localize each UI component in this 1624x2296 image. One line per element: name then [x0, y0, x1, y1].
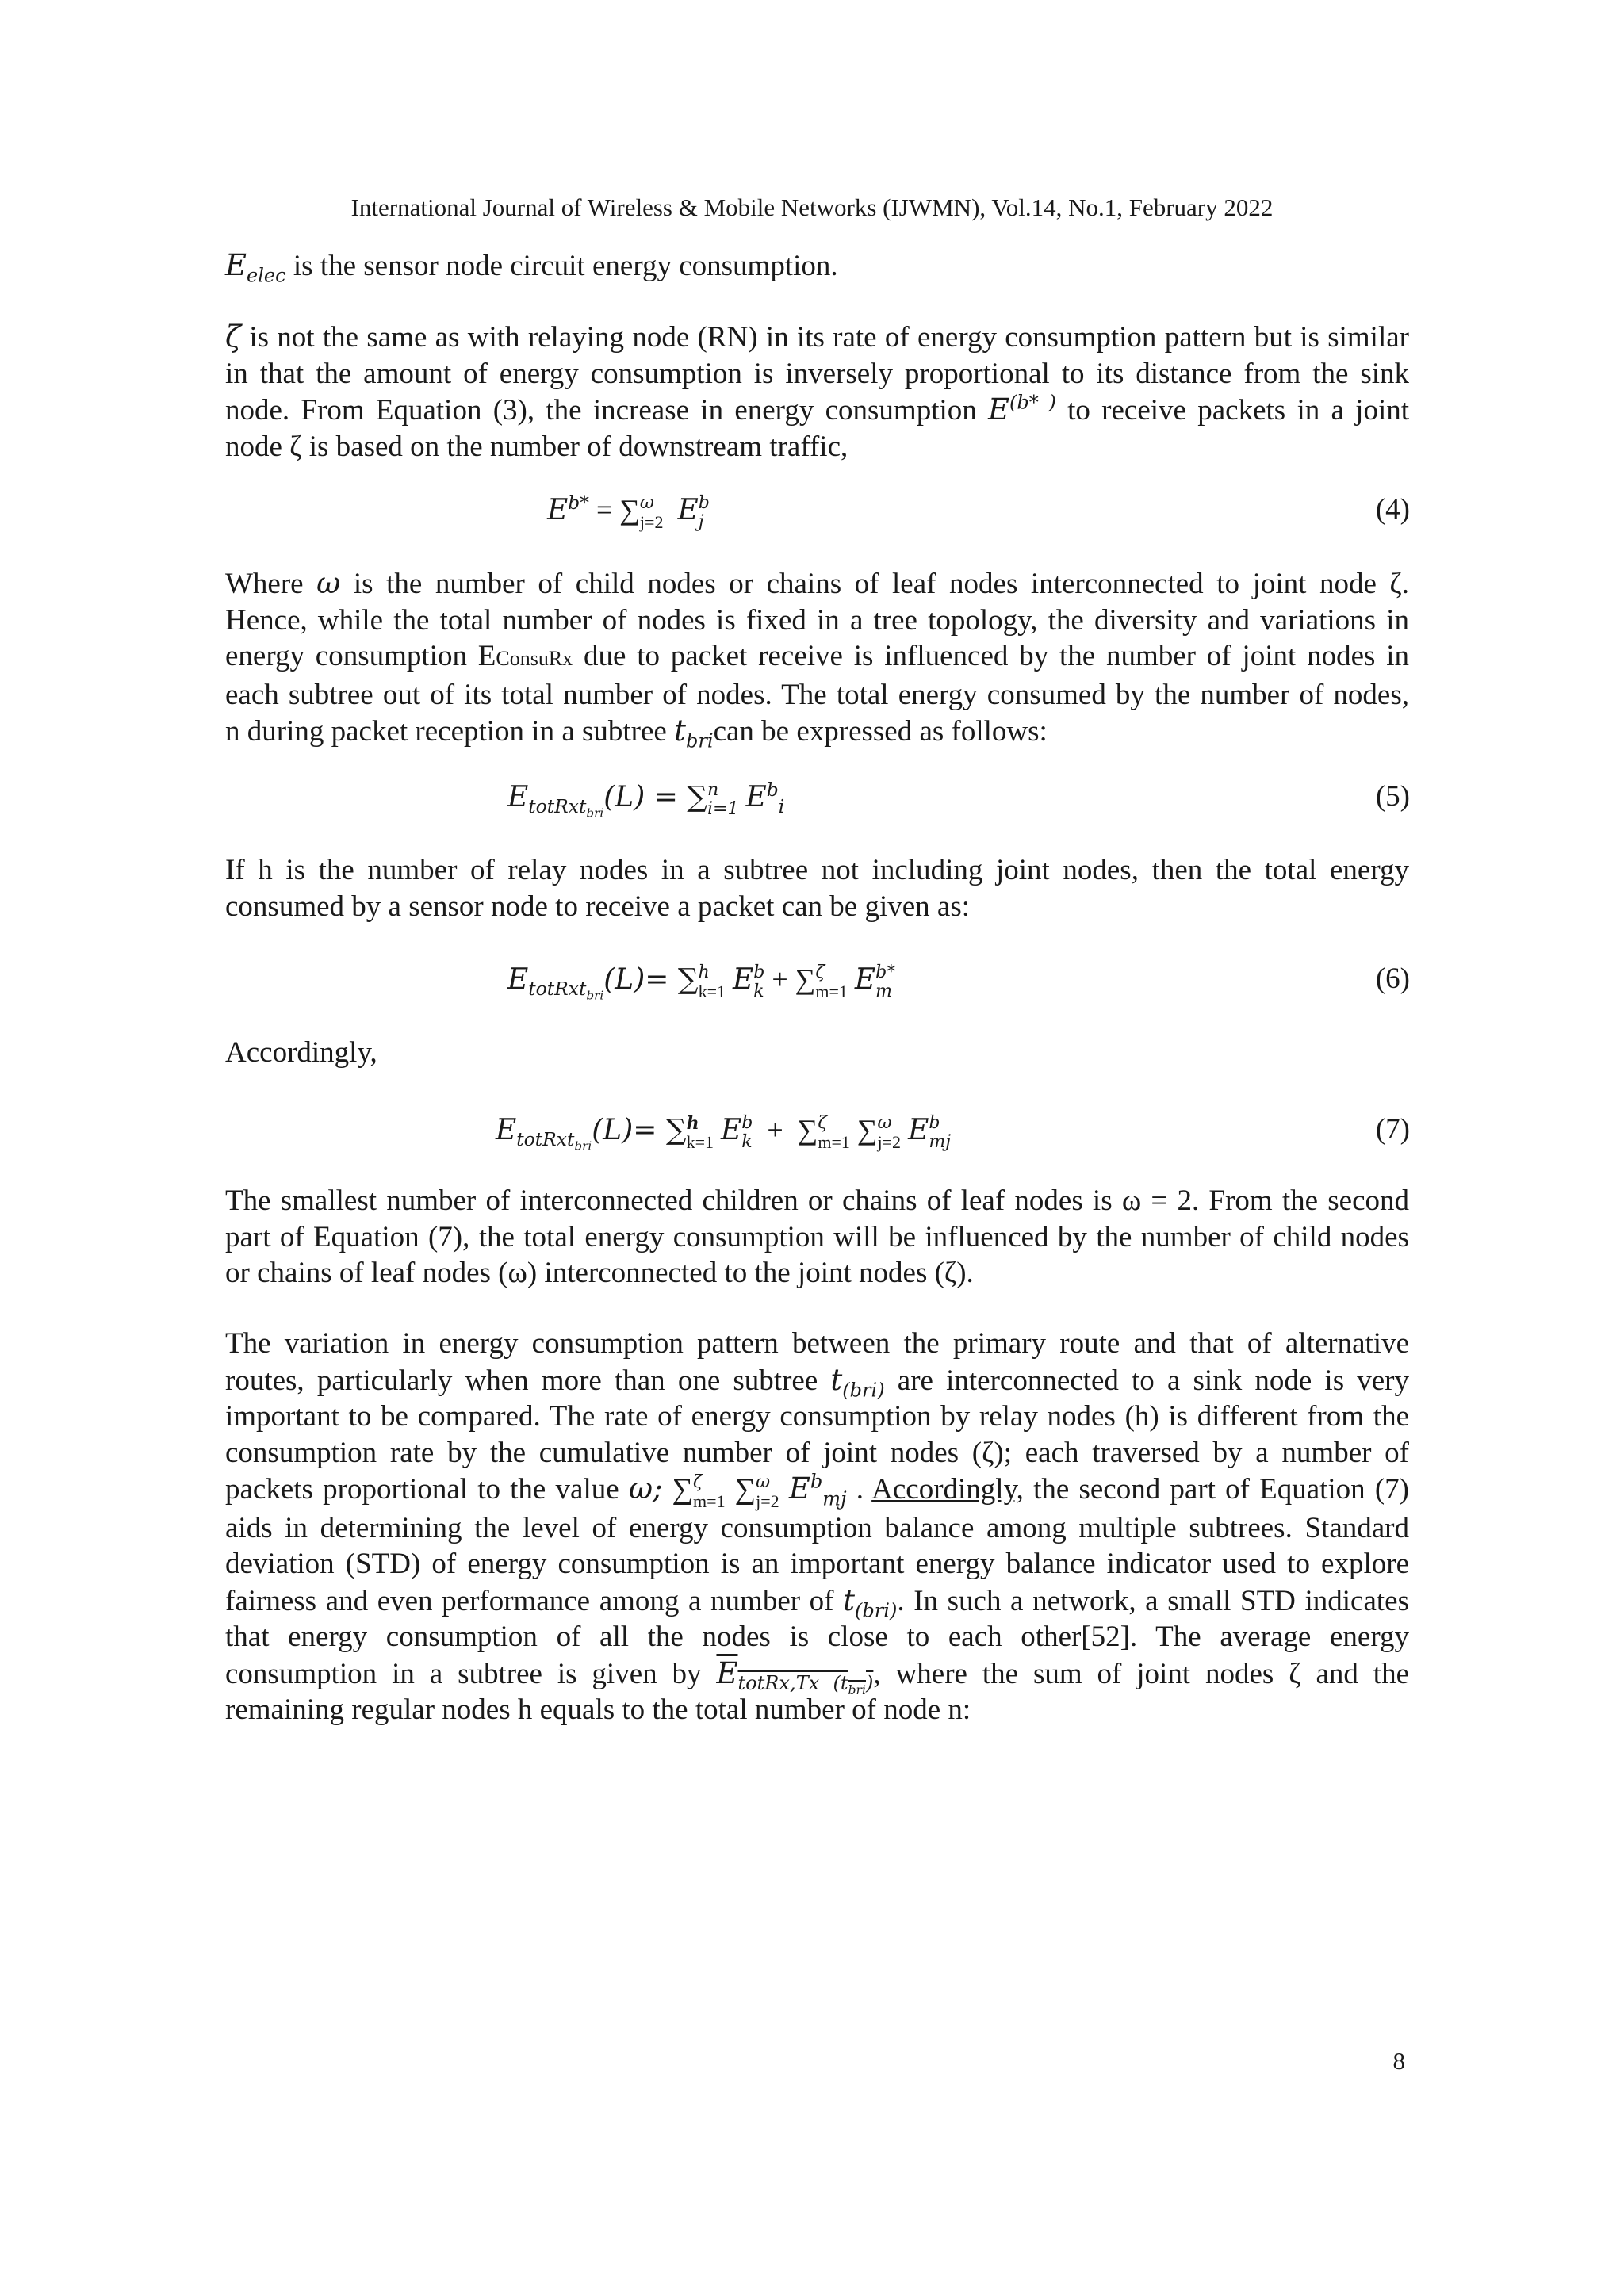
sum-limits [699, 964, 726, 1001]
text-span: the second part of Equation (7) [1023, 1473, 1409, 1506]
average-energy-symbol [716, 1655, 874, 1697]
text-span: is the number of child nodes or chains of leaf nodes interconnected to joint node ζ. [340, 568, 1409, 600]
sum-upper: ζ [815, 962, 825, 982]
symbol-eb-star [988, 392, 1056, 427]
sum-limits [686, 1112, 714, 1152]
text-line: part of Equation (7), the total energy consumption will be influenced by the number of child nodes [225, 1220, 1409, 1253]
paragraph-eelec [225, 247, 838, 287]
symbol-e: E [988, 392, 1010, 427]
sum-lower: j=2 [639, 511, 664, 532]
symbol-t: t [843, 1582, 855, 1617]
term-scripts [753, 964, 764, 1001]
sub-text: totRxt [528, 978, 587, 1001]
symbol-zeta: ζ [225, 320, 242, 354]
sum-upper: n [707, 779, 719, 800]
paragraph-relay-nodes [225, 852, 1409, 924]
eq-lhs-sup: b* [568, 492, 589, 514]
text-line [225, 1655, 1409, 1697]
eq-arg: (L) = ∑ [603, 781, 707, 813]
subscript-bri: (bri) [854, 1598, 898, 1621]
sum-upper: h [686, 1112, 699, 1134]
text-span: fairness and even performance among a number of [225, 1584, 844, 1617]
text-line: in that the amount of energy consumption is inversely proportional to its distance from the sink [225, 357, 1409, 390]
text-line: remaining regular nodes h equals to the total number of node n: [225, 1693, 971, 1727]
text-line: each subtree out of its total number of nodes. The total energy consumed by the number of nodes, [225, 678, 1409, 711]
sub-text: totRx,Tx (t [737, 1671, 848, 1694]
symbol-omega: ω [316, 566, 341, 600]
symbol-e: E [477, 640, 496, 672]
subscript-bri: bri [685, 729, 714, 752]
text-span: , where the sum of joint nodes ζ and the [873, 1657, 1409, 1690]
equation-number-7: (7) [1375, 1113, 1410, 1146]
text-line: The smallest number of interconnected children or chains of leaf nodes is ω = 2. From the second [225, 1184, 1409, 1217]
eq-term: E [854, 963, 876, 996]
eq-term: E [732, 963, 754, 996]
eq-lhs-sub [516, 1128, 592, 1154]
sub-text: totRxt [528, 795, 587, 818]
text-span: is not the same as with relaying node (RN) in its rate of energy consumption pattern but is similar [241, 321, 1409, 354]
eq-lhs: E [508, 963, 529, 996]
eq-term: E [677, 494, 699, 526]
sum-lower: m=1 [815, 981, 848, 1001]
term-sup: b [929, 1112, 940, 1133]
text-span: to receive packets in a joint [1055, 394, 1410, 427]
eq-sum-sign: ∑ [856, 1114, 878, 1146]
text-span: node. From Equation (3), the increase in energy consumption [225, 394, 989, 427]
equation-7 [496, 1110, 952, 1154]
term-scripts [929, 1112, 952, 1152]
equation-number-6: (6) [1375, 962, 1410, 995]
eq-lhs: E [547, 494, 569, 526]
text-line [225, 319, 1409, 356]
equation-6 [508, 959, 895, 1001]
equation-number-4: (4) [1375, 493, 1410, 526]
paragraph-smallest-number [225, 1183, 1409, 1292]
sum-lower: k=1 [698, 981, 726, 1001]
inline-sum: ∑ [734, 1473, 756, 1506]
text-span: Where [225, 568, 317, 600]
term-sup: b [766, 779, 779, 801]
sub-close: ) [866, 1671, 874, 1694]
text-line [225, 638, 1409, 677]
subscript-block [737, 1671, 874, 1697]
text-line: important to be compared. The rate of energy consumption by relay nodes (h) is different from the [225, 1400, 1409, 1433]
eq-lhs-sub [528, 978, 604, 1003]
superscript: (b* ) [1009, 391, 1056, 414]
sum-limits [639, 492, 664, 532]
sum-lower: m=1 [818, 1131, 850, 1152]
eq-plus-sum: + ∑ [764, 963, 816, 995]
term-scripts [698, 492, 710, 532]
term-sub: j [698, 511, 704, 532]
text-span: . In such a network, a small STD indicates [897, 1584, 1409, 1617]
text-line [225, 713, 1409, 750]
text-span: can be expressed as follows: [713, 715, 1048, 748]
sum-upper: ζ [693, 1471, 703, 1492]
text-span: energy consumption [225, 640, 478, 672]
eq-lhs: E [508, 781, 529, 813]
sum-limits [756, 1471, 779, 1511]
subsub-text: bri [586, 988, 604, 1003]
underlined-word: Accordingly, [871, 1473, 1024, 1506]
text-line: Hence, while the total number of nodes is fixed in a tree topology, the diversity and variations in [225, 603, 1409, 637]
text-line: deviation (STD) of energy consumption is an important energy balance indicator used to explore [225, 1548, 1409, 1581]
text-span: . [846, 1473, 872, 1506]
eq-arg: (L)= ∑ [592, 1114, 687, 1146]
term-sub: mj [822, 1487, 847, 1510]
equation-4 [547, 490, 710, 531]
eq-term: E [720, 1114, 742, 1146]
term-sup: b [810, 1470, 823, 1493]
text-line: or chains of leaf nodes (ω) interconnected to the joint nodes (ζ). [225, 1257, 974, 1289]
sum-limits [815, 964, 848, 1001]
text-line [225, 1362, 1409, 1399]
text-line: consumption rate by the cumulative number of joint nodes (ζ); each traversed by a number of [225, 1436, 1409, 1469]
eq-lhs-sub [528, 795, 604, 821]
text-span: n during packet reception in a subtree [225, 715, 675, 748]
text-line [225, 1582, 1409, 1620]
subsub-text: bri [848, 1682, 866, 1697]
inline-term: E [788, 1471, 810, 1506]
text-span: due to packet receive is influenced by the number of joint nodes in [573, 640, 1409, 672]
sum-limits [693, 1471, 726, 1511]
equation-number-5: (5) [1375, 780, 1410, 813]
text-line: consumed by a sensor node to receive a packet can be given as: [225, 890, 971, 923]
eq-arg: (L)= ∑ [603, 963, 699, 996]
text-line: aids in determining the level of energy consumption balance among multiple subtrees. Standard [225, 1511, 1409, 1544]
term-sub: mj [929, 1131, 952, 1152]
symbol-e: E [225, 248, 247, 282]
term-sup: b [698, 492, 710, 513]
sum-lower: k=1 [686, 1131, 714, 1152]
text-line: If h is the number of relay nodes in a subtree not including joint nodes, then the total energy [225, 854, 1409, 886]
text-span: are interconnected to a sink node is very [884, 1364, 1409, 1397]
sum-lower: j=2 [877, 1131, 902, 1152]
term-scripts [875, 964, 895, 1001]
sum-lower: m=1 [693, 1490, 726, 1511]
term-sub: k [741, 1131, 753, 1152]
sum-limits [877, 1112, 902, 1152]
sum-lower: j=2 [756, 1490, 779, 1511]
term-sup: b* [875, 962, 896, 982]
paragraph-joint-node [225, 319, 1409, 465]
term-sup: b [741, 1112, 753, 1133]
sum-limits [818, 1112, 850, 1152]
text-span: consumption in a subtree is given by [225, 1657, 717, 1690]
subscript-bri: (bri) [842, 1378, 885, 1401]
term-sub: m [875, 981, 893, 1001]
text-span: routes, particularly when more than one subtree [225, 1364, 831, 1397]
symbol-t: t [674, 714, 686, 748]
term-scripts [741, 1112, 753, 1152]
sum-lower: i=1 [707, 798, 739, 819]
text-line [225, 565, 1409, 603]
subscript-consurx: ConsuRx [496, 647, 573, 670]
text-line [225, 1471, 1409, 1510]
term-sub: k [753, 981, 764, 1001]
sub-text: totRxt [516, 1128, 575, 1151]
text-line: that energy consumption of all the nodes is close to each other[52]. The average energy [225, 1621, 1409, 1654]
equation-5 [508, 777, 785, 821]
sum-limits [707, 779, 739, 819]
accordingly-label: Accordingly, [225, 1036, 377, 1069]
text-line: The variation in energy consumption pattern between the primary route and that of alternative [225, 1327, 1409, 1360]
symbol-t: t [830, 1362, 843, 1397]
page-number: 8 [1392, 2047, 1405, 2075]
paragraph-omega [225, 565, 1409, 750]
sum-upper: ω [877, 1112, 892, 1133]
paragraph-variation [225, 1326, 1409, 1728]
sum-upper: h [698, 962, 710, 982]
text-line: node ζ is based on the number of downstream traffic, [225, 430, 848, 463]
eq-sum-sign: = ∑ [588, 494, 640, 526]
sum-upper: ω [756, 1471, 771, 1492]
subscript-elec: elec [247, 264, 286, 287]
eq-lhs: E [496, 1114, 517, 1146]
text-line [225, 392, 1409, 429]
running-header: International Journal of Wireless & Mobile Networks (IJWMN), Vol.14, No.1, February 2022 [350, 193, 1274, 221]
symbol-e: E [716, 1655, 738, 1690]
text-span: packets proportional to the value [225, 1473, 629, 1506]
inline-sum: ∑ [662, 1473, 694, 1506]
eq-term: E [908, 1114, 929, 1146]
eq-plus-sum: + ∑ [753, 1114, 818, 1146]
term-sup: b [753, 962, 765, 982]
eq-term: E [745, 781, 767, 813]
sum-upper: ζ [818, 1112, 828, 1133]
subsub-text: bri [586, 806, 604, 821]
term-sub: i [778, 795, 785, 818]
paragraph-text: is the sensor node circuit energy consumption. [285, 250, 838, 282]
subsub-text: bri [574, 1138, 592, 1154]
symbol-omega: ω; [628, 1471, 663, 1506]
sum-upper: ω [639, 492, 654, 513]
